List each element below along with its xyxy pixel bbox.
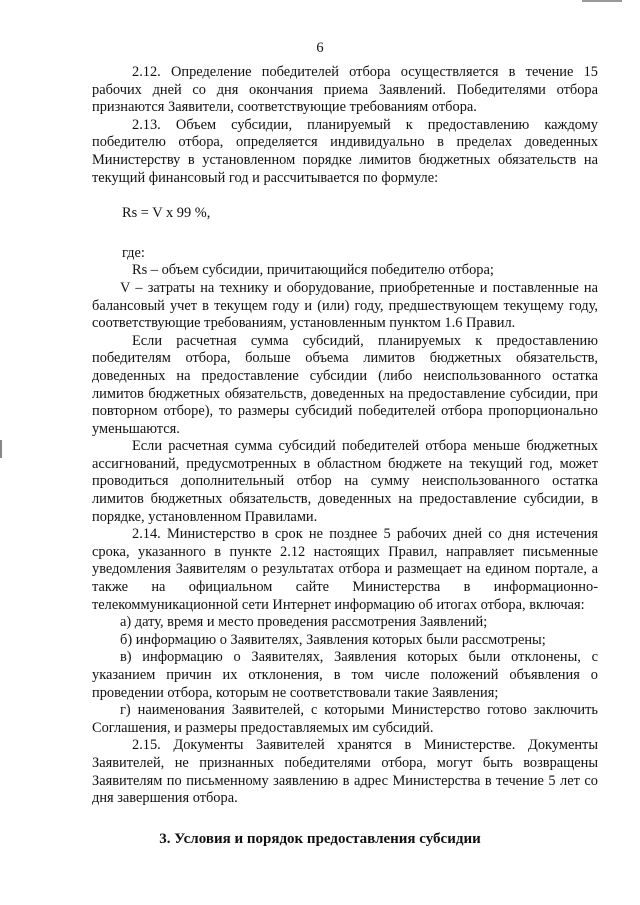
paragraph-additional-selection: Если расчетная сумма субсидий победителей отбора меньше бюджетных ассигнований, предусмотренных в областном бюджете на текущий год, может проводиться дополнительный отбор на сумму неиспользованного остатка лимитов бюджетных обязательств, доведенных на предоставление субсидии, в порядке, установленном Правилами. [92, 438, 598, 525]
paragraph-2-12: 2.12. Определение победителей отбора осуществляется в течение 15 рабочих дней со дня окончания приема Заявлений. Победителями отбора признаются Заявители, соответствующие требованиям отбора. [92, 64, 598, 116]
paragraph-reduction: Если расчетная сумма субсидий, планируемых к предоставлению победителям отбора, больше объема лимитов бюджетных обязательств, доведенных на предоставление субсидии (либо неиспользованного остатка лимитов бюджетных обязательств, доведенных на предоставление субсидии, при повторном отборе), то размеры субсидий победителей отбора пропорционально уменьшаются. [92, 332, 598, 437]
scan-side-mark [0, 440, 2, 458]
list-item-b: б) информацию о Заявителях, Заявления которых были рассмотрены; [120, 631, 546, 648]
formula-where-label: где: [122, 244, 145, 261]
subsidy-formula: Rs = V x 99 %, [122, 205, 211, 222]
section-heading: 3. Условия и порядок предоставления субсидии [159, 831, 481, 847]
rs-definition: Rs – объем субсидии, причитающийся победителю отбора; [132, 262, 494, 279]
list-item-c: в) информацию о Заявителях, Заявления которых были отклонены, с указанием причин их отклонения, в том числе положений объявления о проведении отбора, которым не соответствовали такие Заявления; [92, 649, 598, 701]
paragraph-2-14: 2.14. Министерство в срок не позднее 5 рабочих дней со дня истечения срока, указанного в пункте 2.12 настоящих Правил, направляет письменные уведомления Заявителям о результатах отбора и размещает на едином портале, а также на официальном сайте Министерства в информационно-телекоммуникационной сети Интернет информацию об итогах отбора, включая: [92, 526, 598, 613]
scan-edge-mark [582, 0, 622, 2]
list-item-a: а) дату, время и место проведения рассмотрения Заявлений; [120, 614, 488, 631]
list-item-d: г) наименования Заявителей, с которыми Министерство готово заключить Соглашения, и размеры предоставляемых им субсидий. [92, 702, 598, 736]
page-number: 6 [316, 40, 324, 56]
paragraph-2-13: 2.13. Объем субсидии, планируемый к предоставлению каждому победителю отбора, определяется индивидуально в пределах доведенных Министерству в установленном порядке лимитов бюджетных обязательств на текущий финансовый год и рассчитывается по формуле: [92, 116, 598, 186]
v-definition: V – затраты на технику и оборудование, приобретенные и поставленные на балансовый учет в текущем году и (или) году, предшествующем текущему году, соответствующие требованиям, установленным пунктом 1.6 Правил. [92, 279, 598, 332]
document-body [92, 64, 598, 808]
paragraph-2-15: 2.15. Документы Заявителей хранятся в Министерстве. Документы Заявителей, не признанных победителями отбора, могут быть возвращены Заявителям по письменному заявлению в адрес Министерства в течение 5 лет со дня завершения отбора. [92, 737, 598, 807]
